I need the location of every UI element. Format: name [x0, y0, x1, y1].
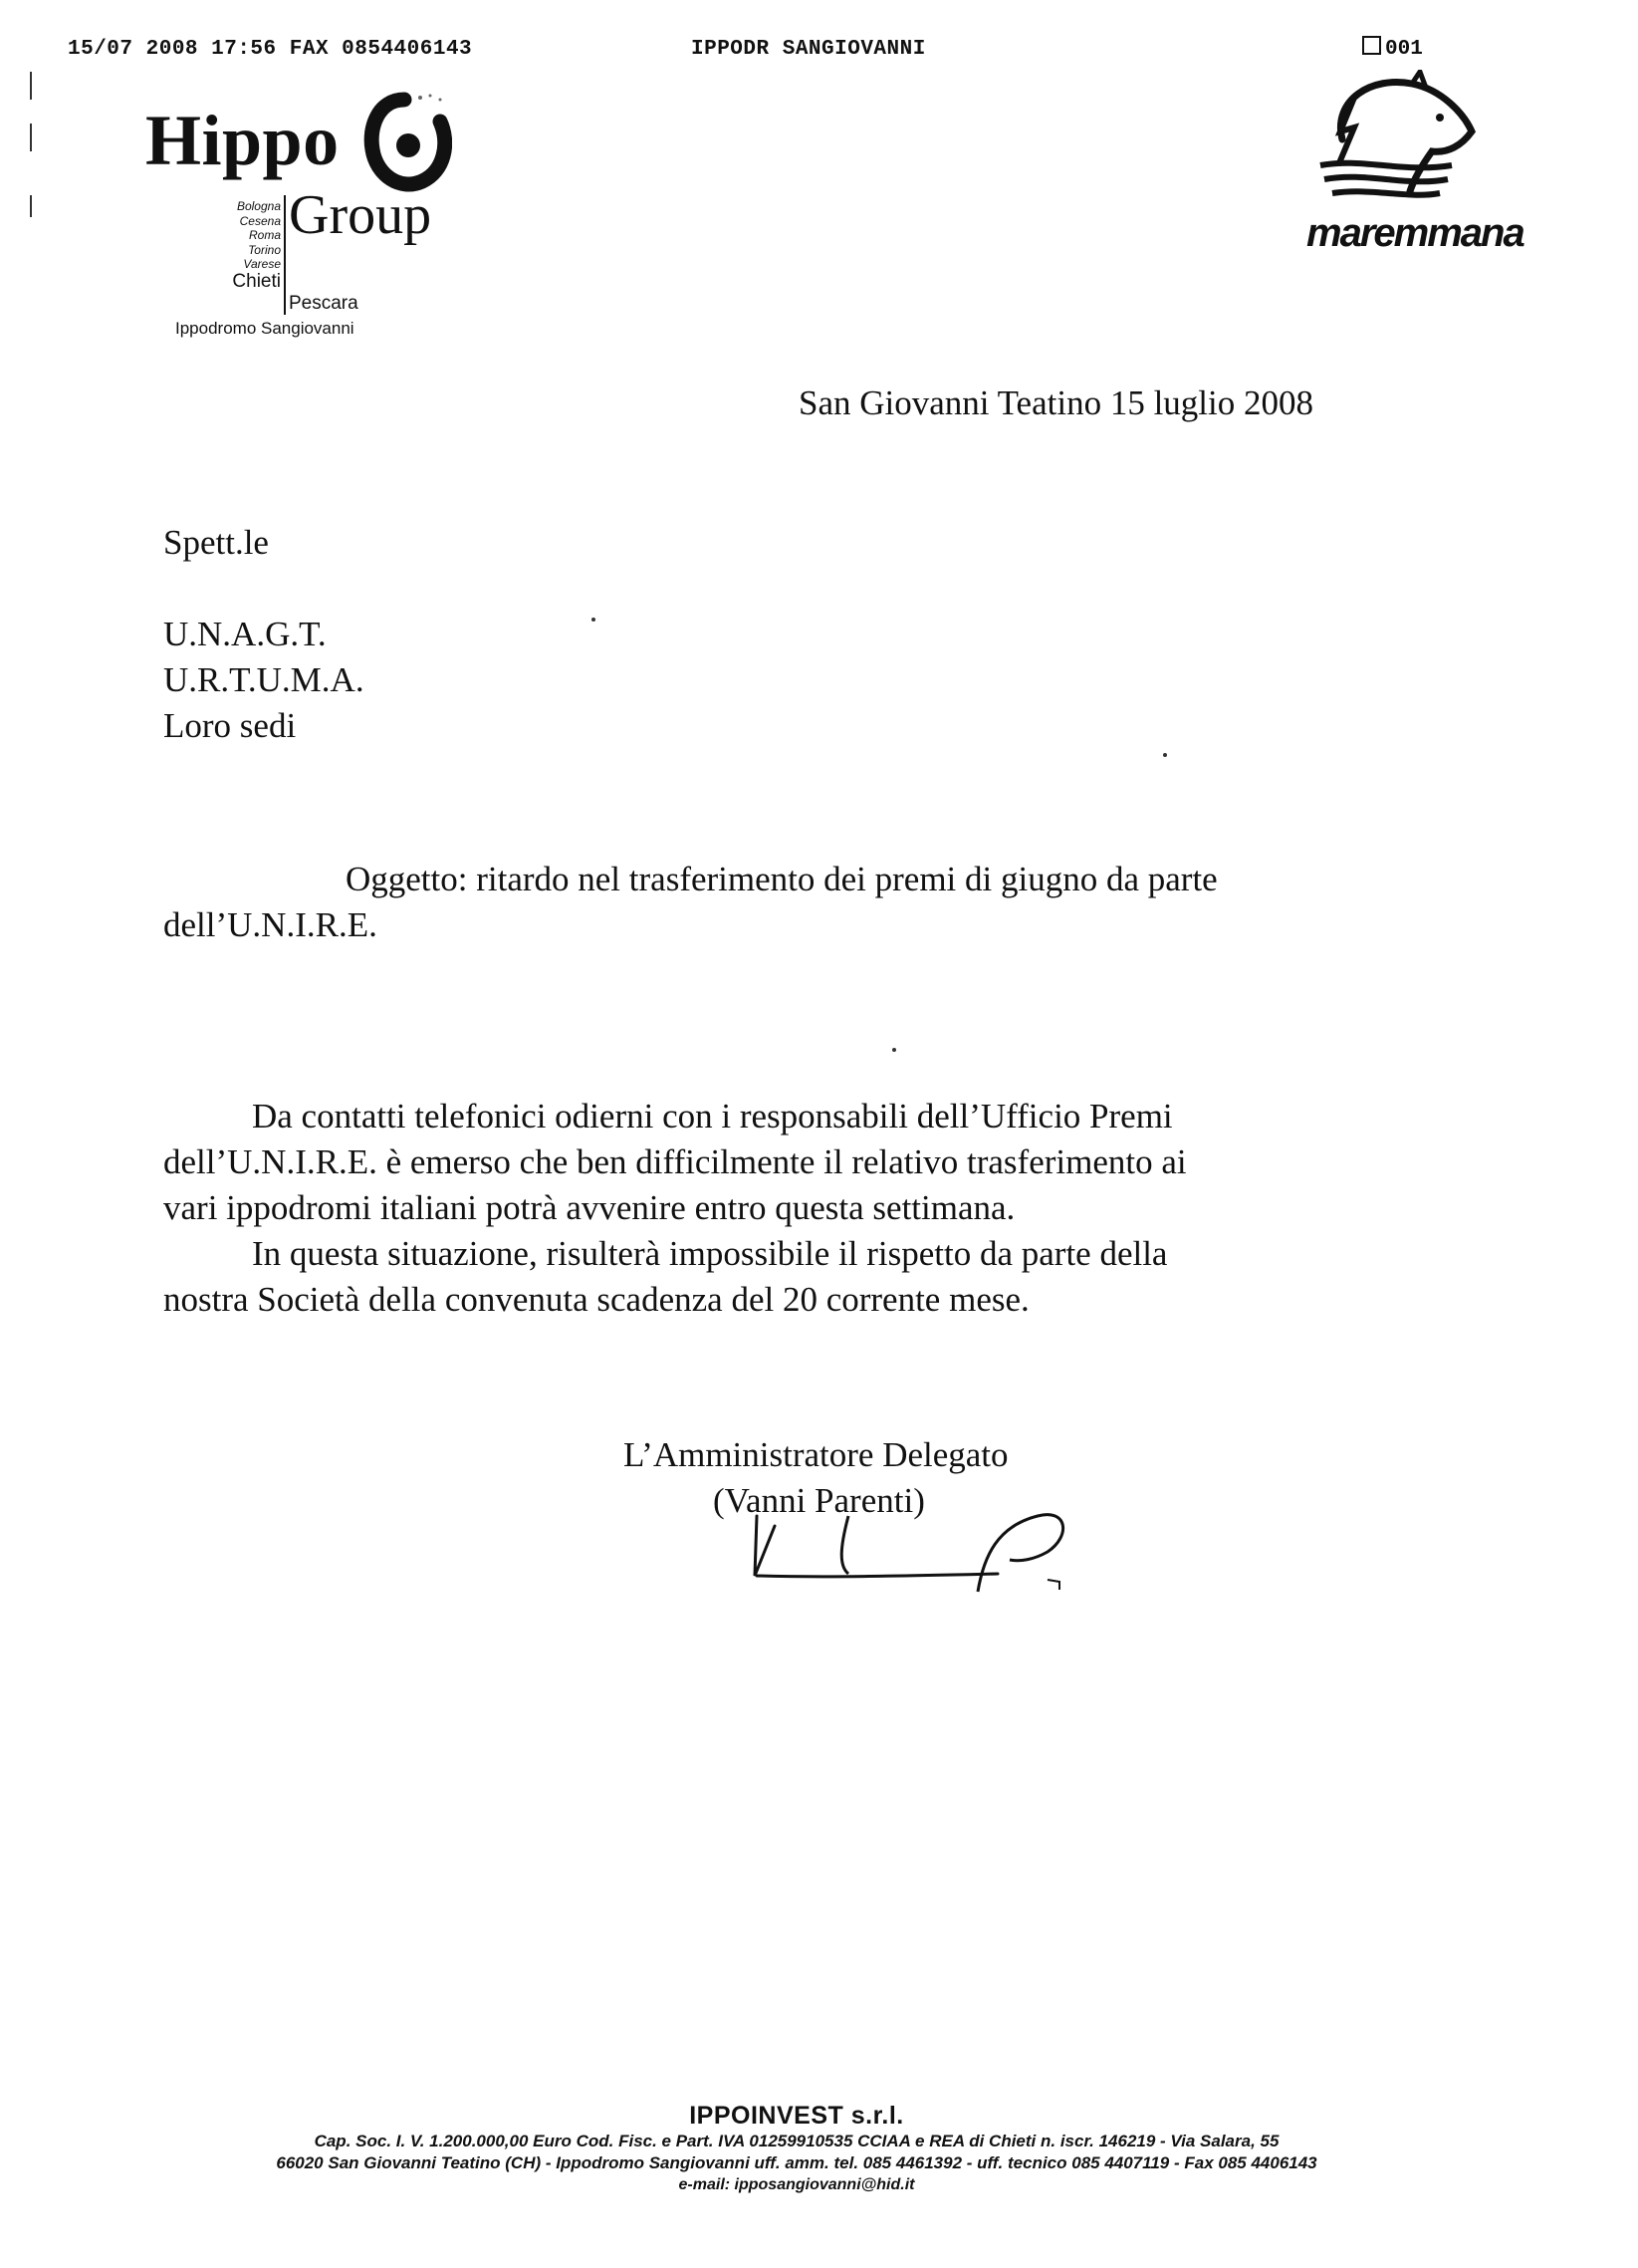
logo-city-list	[199, 199, 281, 292]
fax-speck	[1163, 753, 1167, 757]
recipient-block	[163, 612, 364, 749]
handwritten-signature	[749, 1496, 1087, 1596]
body-line: In questa situazione, risulterà impossibile il rispetto da parte della	[252, 1234, 1168, 1273]
fax-header-timestamp: 15/07 2008 17:56 FAX 0854406143	[68, 38, 473, 61]
fax-speck	[892, 1048, 896, 1052]
fax-header-sender: IPPODR SANGIOVANNI	[691, 38, 926, 61]
company-footer	[149, 2102, 1444, 2196]
logo-city: Roma	[248, 228, 281, 242]
margin-mark	[30, 72, 32, 100]
hippo-logo-emblem-icon	[360, 88, 452, 197]
logo-venue-name: Ippodromo Sangiovanni	[175, 319, 354, 338]
fax-page-label: 001	[1385, 38, 1423, 61]
signature-name: (Vanni Parenti)	[713, 1481, 925, 1520]
maremmana-logo-text: maremmana	[1306, 211, 1523, 255]
logo-city-pescara: Pescara	[289, 293, 358, 314]
fax-page-box-icon	[1362, 36, 1381, 55]
body-line: vari ippodromi italiani potrà avvenire entro questa settimana.	[163, 1188, 1016, 1227]
fax-page-number	[1362, 36, 1423, 61]
subject-line: Oggetto: ritardo nel trasferimento dei premi di giugno da parte	[346, 860, 1218, 898]
recipient-line: U.R.T.U.M.A.	[163, 660, 364, 699]
footer-line: 66020 San Giovanni Teatino (CH) - Ippodromo Sangiovanni uff. amm. tel. 085 4461392 - uff. tecnico 085 4407119 - Fax 085 4406143	[276, 2153, 1317, 2172]
maremmana-horse-logo-icon	[1302, 70, 1482, 209]
salutation: Spett.le	[163, 523, 269, 562]
logo-city: Cesena	[239, 213, 281, 228]
body-line: nostra Società della convenuta scadenza del 20 corrente mese.	[163, 1280, 1030, 1319]
margin-mark	[30, 124, 32, 151]
subject-block	[163, 857, 1218, 948]
body-line: Da contatti telefonici odierni con i responsabili dell’Ufficio Premi	[252, 1097, 1173, 1135]
logo-city: Varese	[243, 257, 281, 271]
hippo-logo-text: Hippo	[145, 101, 340, 180]
place-and-date: San Giovanni Teatino 15 luglio 2008	[799, 383, 1314, 422]
signature-title: L’Amministratore Delegato	[623, 1435, 1009, 1474]
subject-line: dell’U.N.I.R.E.	[163, 905, 377, 944]
logo-city-chieti: Chieti	[232, 270, 281, 292]
body-line: dell’U.N.I.R.E. è emerso che ben difficilmente il relativo trasferimento ai	[163, 1142, 1187, 1181]
recipient-line: Loro sedi	[163, 706, 297, 745]
recipient-line: U.N.A.G.T.	[163, 615, 327, 653]
group-logo-text: Group	[289, 184, 432, 246]
logo-city: Torino	[248, 242, 281, 257]
letter-body	[163, 1094, 1187, 1323]
logo-divider	[284, 195, 286, 315]
margin-mark	[30, 195, 32, 217]
footer-line: Cap. Soc. I. V. 1.200.000,00 Euro Cod. Fisc. e Part. IVA 01259910535 CCIAA e REA di Chieti n. iscr. 146219 - Via Salara, 55	[314, 2132, 1280, 2150]
fax-speck	[591, 618, 595, 622]
footer-company-name: IPPOINVEST s.r.l.	[689, 2102, 904, 2130]
footer-email: e-mail: ipposangiovanni@hid.it	[678, 2176, 915, 2193]
logo-city: Bologna	[236, 199, 281, 213]
